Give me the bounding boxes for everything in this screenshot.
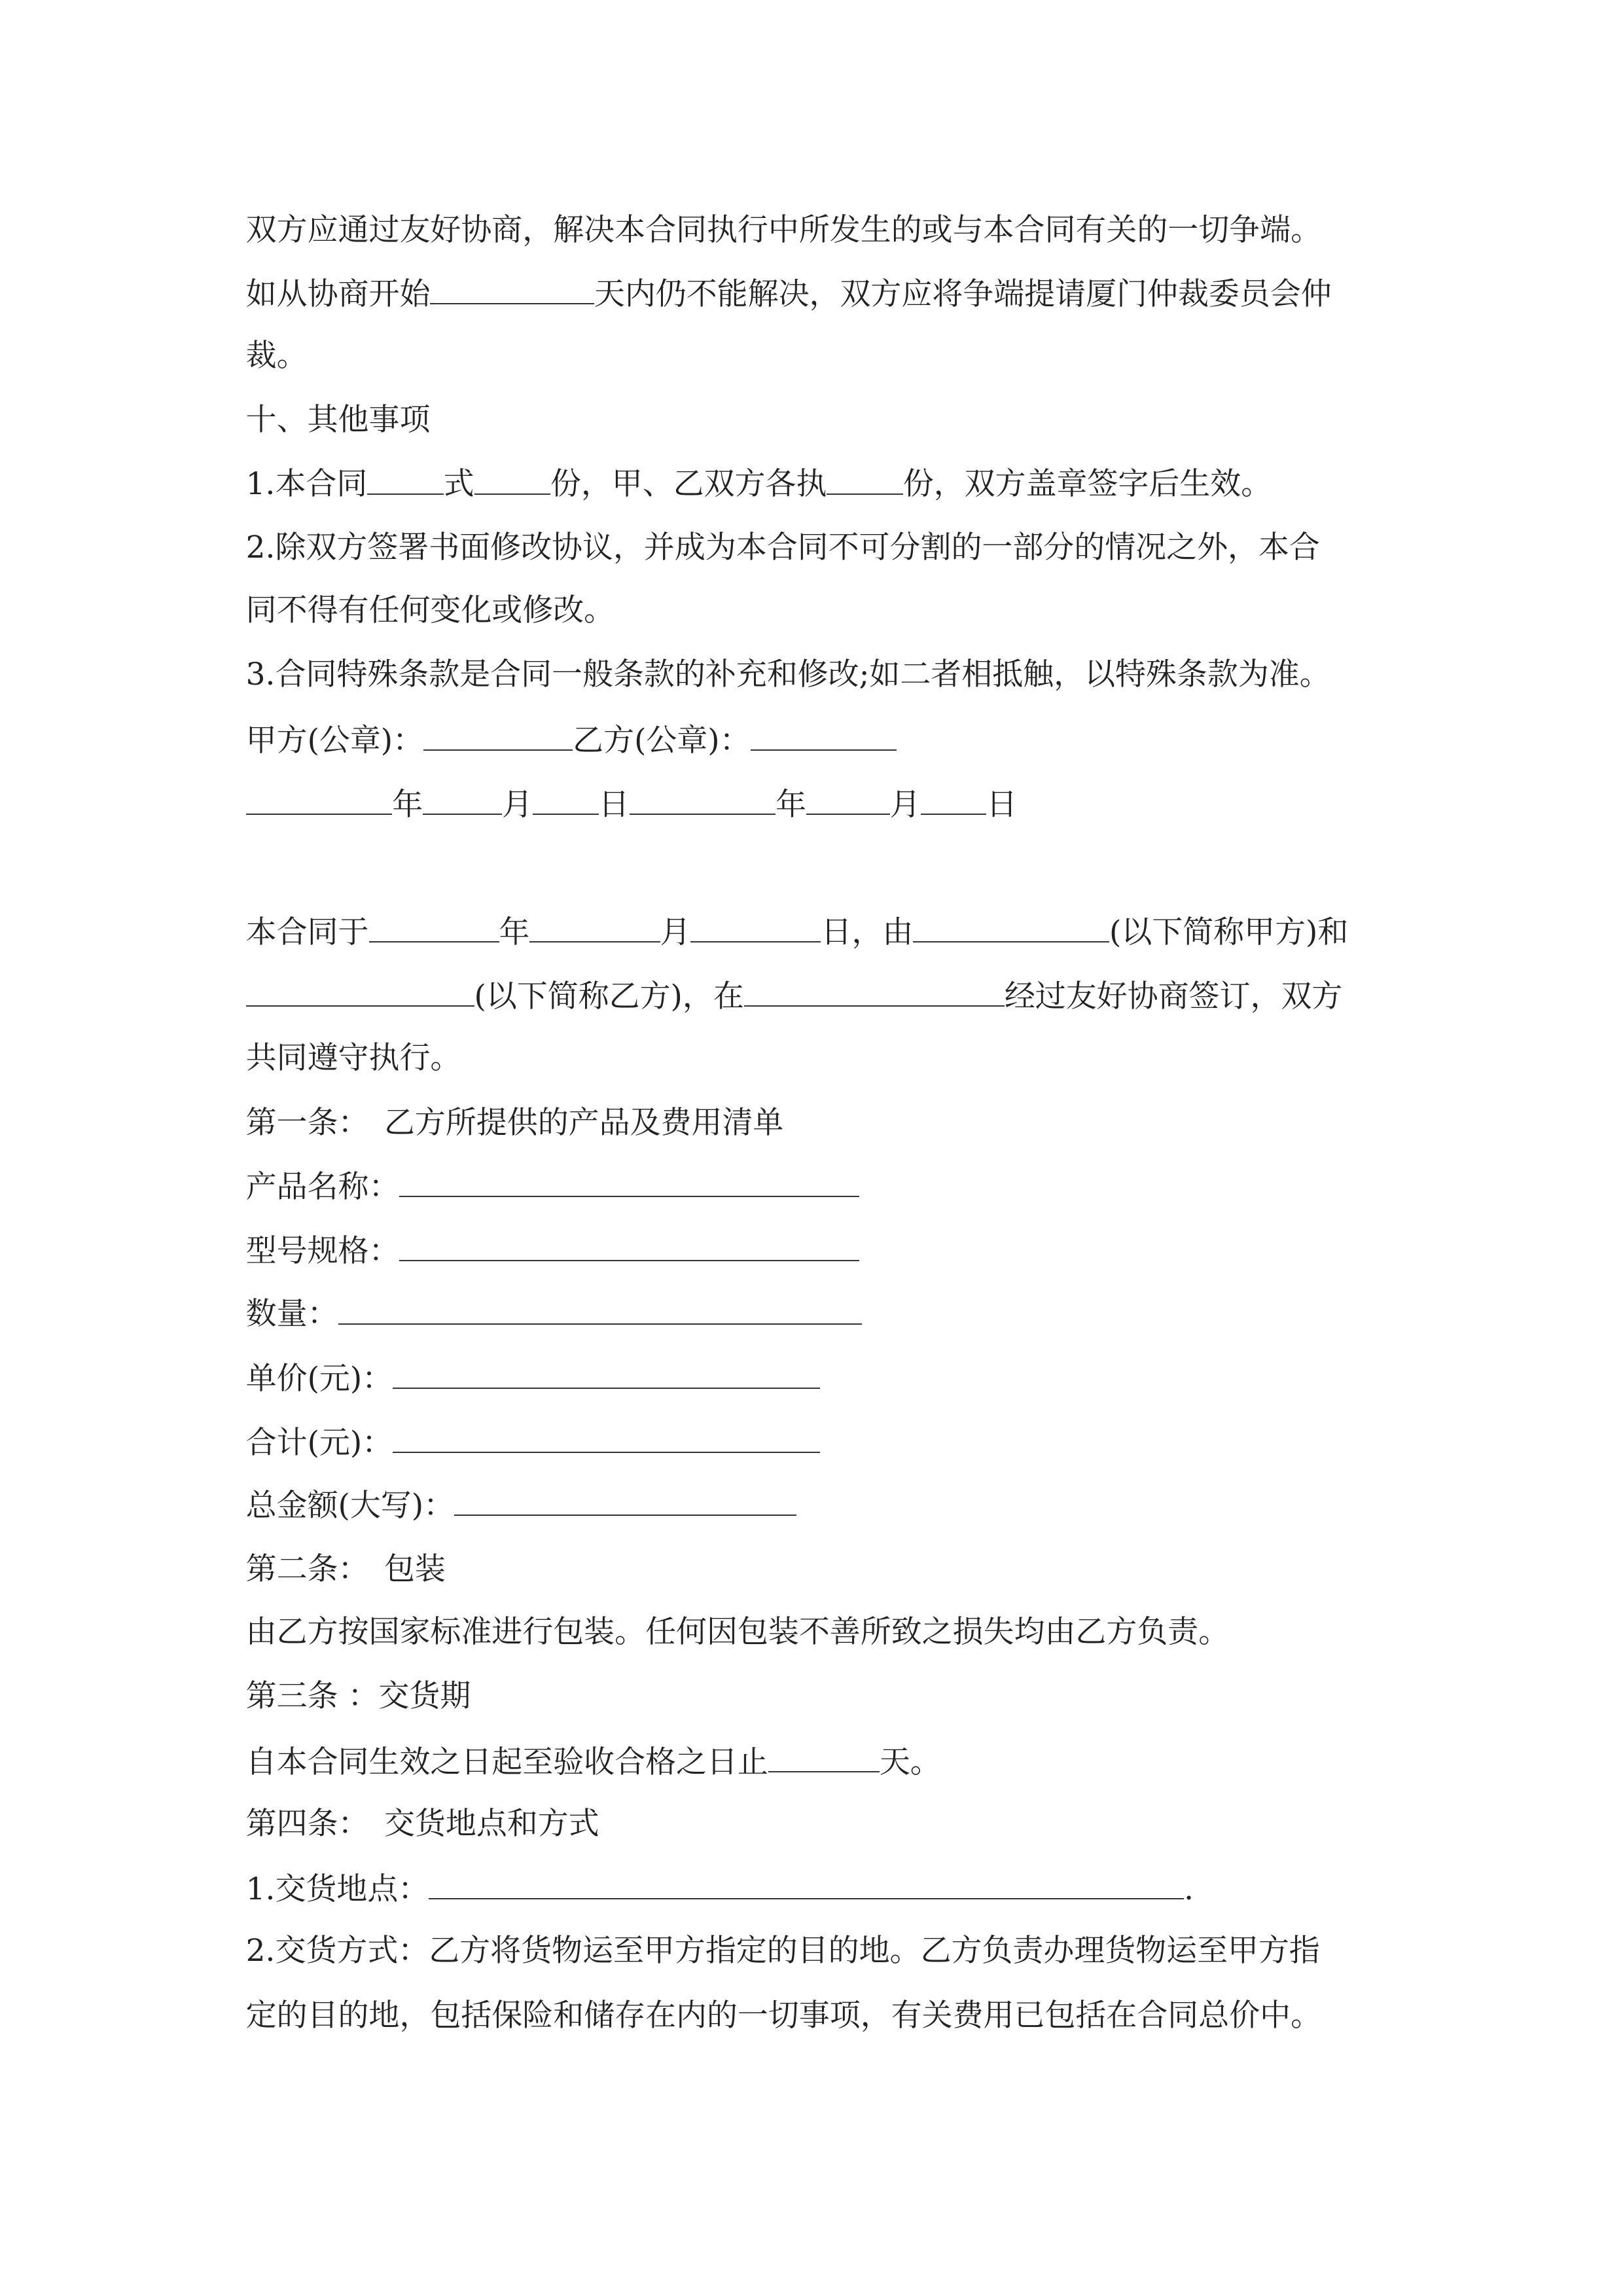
quantity-blank[interactable] bbox=[338, 1291, 863, 1324]
date-blank[interactable] bbox=[246, 781, 393, 815]
intro-text: 本合同于 bbox=[245, 914, 369, 950]
article-1-title: 第一条： 乙方所提供的产品及费用清单 bbox=[245, 1104, 784, 1141]
item-text: 份，双方盖章签字后生效。 bbox=[902, 466, 1272, 503]
total-blank[interactable] bbox=[454, 1482, 796, 1516]
field-label: 单价(元)： bbox=[245, 1360, 393, 1397]
delivery-place-field bbox=[246, 1866, 1194, 1910]
date-blank[interactable] bbox=[630, 781, 776, 815]
date-label: 日 bbox=[986, 787, 1018, 823]
article-3-text bbox=[246, 1739, 941, 1783]
field-end: . bbox=[1184, 1871, 1194, 1908]
article-text: 天。 bbox=[879, 1744, 941, 1780]
delivery-method-line-2: 定的目的地，包括保险和储存在内的一切事项，有关费用已包括在合同总价中。 bbox=[245, 1997, 1322, 2034]
article-3-title: 第三条 ：交货期 bbox=[245, 1678, 471, 1715]
unit-price-field bbox=[246, 1355, 820, 1399]
model-field bbox=[246, 1228, 859, 1272]
total-field bbox=[246, 1482, 797, 1526]
dispute-text: 天内仍不能解决，双方应将争端提请厦门仲裁委员会仲 bbox=[594, 276, 1332, 312]
field-label: 产品名称： bbox=[245, 1168, 400, 1205]
quantity-field bbox=[246, 1291, 862, 1335]
intro-text: 月 bbox=[660, 914, 691, 950]
party-a-seal-label: 甲方(公章)： bbox=[245, 722, 424, 759]
field-label: 数量： bbox=[245, 1296, 338, 1333]
other-item-1 bbox=[246, 461, 1272, 505]
date-blank[interactable] bbox=[369, 909, 499, 942]
date-label: 日 bbox=[598, 787, 630, 823]
delivery-method-line-1: 2.交货方式：乙方将货物运至甲方指定的目的地。乙方负责办理货物运至甲方指 bbox=[245, 1933, 1320, 1969]
article-2-text: 由乙方按国家标准进行包装。任何因包装不善所致之损失均由乙方负责。 bbox=[245, 1613, 1230, 1650]
copies-blank[interactable] bbox=[474, 461, 550, 494]
unit-price-blank[interactable] bbox=[393, 1355, 820, 1389]
date-blank[interactable] bbox=[921, 781, 987, 815]
date-label: 月 bbox=[889, 787, 921, 823]
intro-text: 年 bbox=[499, 914, 530, 950]
days-blank[interactable] bbox=[430, 271, 594, 304]
signature-date-line bbox=[246, 781, 1017, 825]
field-label: 总金额(大写)： bbox=[245, 1488, 455, 1524]
dispute-text-line-2 bbox=[246, 271, 1332, 315]
subtotal-field bbox=[246, 1420, 820, 1463]
intro-text: (以下简称甲方)和 bbox=[1109, 914, 1349, 950]
copies-blank[interactable] bbox=[367, 461, 443, 494]
date-label: 月 bbox=[502, 787, 533, 823]
contract-intro-line-3: 共同遵守执行。 bbox=[245, 1040, 461, 1077]
place-blank[interactable] bbox=[744, 973, 1005, 1007]
date-label: 年 bbox=[392, 787, 423, 823]
date-blank[interactable] bbox=[533, 781, 599, 815]
date-label: 年 bbox=[776, 787, 807, 823]
field-label: 型号规格： bbox=[245, 1233, 400, 1270]
field-label: 1.交货地点： bbox=[245, 1871, 429, 1908]
other-item-2-line-1: 2.除双方签署书面修改协议，并成为本合同不可分割的一部分的情况之外，本合 bbox=[245, 529, 1320, 565]
contract-intro-line-1 bbox=[246, 909, 1349, 953]
dispute-text-line-1: 双方应通过友好协商，解决本合同执行中所发生的或与本合同有关的一切争端。 bbox=[245, 211, 1322, 248]
party-a-seal-blank[interactable] bbox=[423, 717, 573, 751]
intro-text: 日，由 bbox=[821, 914, 914, 950]
article-2-title: 第二条： 包装 bbox=[245, 1551, 446, 1587]
section-heading-other: 十、其他事项 bbox=[245, 402, 431, 439]
other-item-2-line-2: 同不得有任何变化或修改。 bbox=[245, 592, 615, 628]
item-text: 1.本合同 bbox=[245, 466, 368, 503]
contract-intro-line-2 bbox=[246, 973, 1343, 1017]
dispute-text: 如从协商开始 bbox=[245, 276, 431, 312]
field-label: 合计(元)： bbox=[245, 1425, 393, 1462]
party-a-blank[interactable] bbox=[913, 909, 1109, 942]
delivery-place-blank[interactable] bbox=[429, 1866, 1184, 1899]
dispute-text-line-3: 裁。 bbox=[245, 337, 308, 374]
subtotal-blank[interactable] bbox=[393, 1420, 820, 1453]
date-blank[interactable] bbox=[423, 781, 502, 815]
signature-line bbox=[246, 717, 897, 761]
item-text: 份，甲、乙双方各执 bbox=[550, 466, 827, 503]
product-name-field bbox=[246, 1164, 859, 1208]
delivery-days-blank[interactable] bbox=[768, 1739, 880, 1772]
party-b-seal-blank[interactable] bbox=[751, 717, 897, 751]
product-name-blank[interactable] bbox=[399, 1164, 859, 1197]
intro-text: (以下简称乙方)，在 bbox=[474, 978, 744, 1015]
party-b-blank[interactable] bbox=[246, 973, 474, 1007]
other-item-3: 3.合同特殊条款是合同一般条款的补充和修改;如二者相抵触，以特殊条款为准。 bbox=[245, 656, 1330, 693]
article-4-title: 第四条： 交货地点和方式 bbox=[245, 1805, 599, 1842]
party-b-seal-label: 乙方(公章)： bbox=[573, 722, 751, 759]
model-blank[interactable] bbox=[399, 1228, 859, 1261]
intro-text: 经过友好协商签订，双方 bbox=[1004, 978, 1343, 1015]
date-blank[interactable] bbox=[806, 781, 889, 815]
copies-blank[interactable] bbox=[827, 461, 902, 494]
article-text: 自本合同生效之日起至验收合格之日止 bbox=[245, 1744, 768, 1780]
item-text: 式 bbox=[443, 466, 474, 503]
date-blank[interactable] bbox=[529, 909, 660, 942]
date-blank[interactable] bbox=[690, 909, 821, 942]
